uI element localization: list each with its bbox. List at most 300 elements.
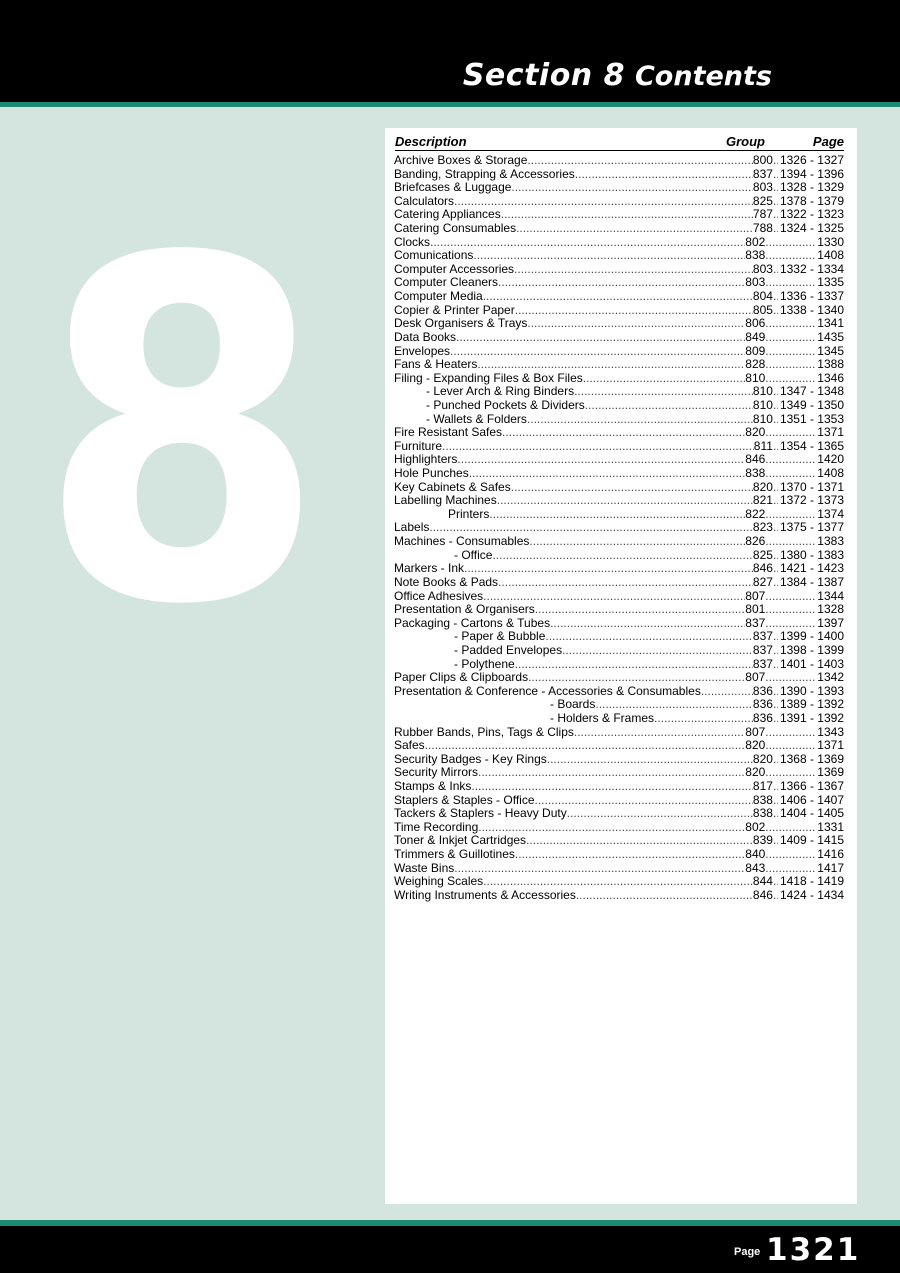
row-group: 846 — [752, 561, 773, 576]
row-page: 1408 — [817, 466, 844, 481]
row-page: 1389 - 1392 — [779, 697, 844, 712]
leader-dots — [765, 617, 815, 631]
row-group: 807 — [745, 670, 766, 685]
row-group: 800 — [752, 153, 773, 167]
row-group: 823 — [752, 520, 773, 535]
leader-dots — [492, 549, 752, 563]
contents-row — [394, 698, 844, 712]
leader-dots — [773, 263, 778, 277]
leader-dots — [773, 834, 778, 848]
row-group: 801 — [745, 602, 766, 617]
row-description: Hole Punches — [394, 467, 469, 481]
column-page: Page — [812, 134, 844, 149]
contents-row — [394, 685, 844, 699]
leader-dots — [514, 263, 753, 277]
row-description: Comunications — [394, 249, 474, 263]
leader-dots — [527, 154, 753, 168]
contents-row — [394, 590, 844, 604]
leader-dots — [773, 181, 778, 195]
row-page: 1344 — [817, 588, 844, 603]
row-description: Catering Consumables — [394, 222, 517, 236]
contents-row — [394, 862, 844, 876]
row-description: Key Cabinets & Safes — [394, 480, 511, 494]
row-page: 1326 - 1327 — [779, 153, 844, 167]
contents-row — [394, 671, 844, 685]
leader-dots — [515, 658, 753, 672]
row-description: Filing - Expanding Files & Box Files — [394, 371, 583, 385]
contents-row — [394, 780, 844, 794]
contents-row — [394, 549, 844, 563]
row-description: Paper Clips & Clipboards — [394, 671, 529, 685]
contents-row — [394, 712, 844, 726]
contents-row — [394, 739, 844, 753]
row-group: 846 — [745, 452, 766, 467]
row-group: 804 — [752, 289, 773, 304]
leader-dots — [773, 780, 778, 794]
row-group: 827 — [752, 574, 773, 589]
contents-row — [394, 331, 844, 345]
leader-dots — [773, 413, 778, 427]
leader-dots — [483, 875, 753, 889]
leader-dots — [473, 249, 745, 263]
row-description: - Lever Arch & Ring Binders — [426, 385, 575, 399]
row-page: 1421 - 1423 — [779, 561, 844, 576]
leader-dots — [450, 345, 745, 359]
contents-row — [394, 603, 844, 617]
section-title: Section 8 — [462, 58, 625, 93]
row-description: Computer Media — [394, 290, 483, 304]
leader-dots — [471, 780, 753, 794]
leader-dots — [765, 317, 815, 331]
row-description: Copier & Printer Paper — [394, 303, 515, 317]
row-group: 838 — [752, 792, 773, 807]
row-page: 1347 - 1348 — [779, 384, 844, 399]
row-group: 837 — [752, 166, 773, 181]
row-page: 1394 - 1396 — [779, 166, 844, 181]
row-group: 846 — [752, 887, 773, 902]
row-description: Waste Bins — [394, 861, 455, 875]
row-page: 1328 - 1329 — [779, 180, 844, 195]
leader-dots — [773, 753, 778, 767]
row-page: 1399 - 1400 — [779, 629, 844, 644]
row-page: 1330 — [817, 234, 844, 249]
row-group: 837 — [745, 615, 766, 630]
contents-row — [394, 848, 844, 862]
row-page: 1374 — [817, 506, 844, 521]
row-page: 1338 - 1340 — [779, 302, 844, 317]
leader-dots — [483, 590, 745, 604]
row-page: 1435 — [817, 329, 844, 344]
row-page: 1409 - 1415 — [779, 833, 844, 848]
leader-dots — [547, 753, 753, 767]
leader-dots — [765, 276, 815, 290]
leader-dots — [498, 576, 753, 590]
leader-dots — [773, 576, 778, 590]
row-group: 803 — [752, 261, 773, 276]
contents-row — [394, 440, 844, 454]
contents-row — [394, 875, 844, 889]
contents-row — [394, 385, 844, 399]
leader-dots — [478, 766, 745, 780]
leader-dots — [765, 726, 815, 740]
leader-dots — [562, 644, 753, 658]
contents-row — [394, 535, 844, 549]
contents-title: Contents — [634, 61, 772, 92]
leader-dots — [765, 821, 815, 835]
leader-dots — [583, 372, 746, 386]
contents-row — [394, 181, 844, 195]
row-group: 825 — [752, 547, 773, 562]
row-group: 817 — [752, 779, 773, 794]
row-page: 1332 - 1334 — [779, 261, 844, 276]
leader-dots — [765, 739, 815, 753]
row-group: 806 — [745, 316, 766, 331]
leader-dots — [765, 249, 815, 263]
row-group: 807 — [745, 588, 766, 603]
leader-dots — [456, 331, 745, 345]
contents-row — [394, 753, 844, 767]
leader-dots — [425, 739, 746, 753]
leader-dots — [765, 671, 815, 685]
contents-row — [394, 630, 844, 644]
leader-dots — [595, 698, 753, 712]
row-group: 820 — [745, 425, 766, 440]
row-page: 1371 — [817, 738, 844, 753]
contents-row — [394, 249, 844, 263]
leader-dots — [765, 603, 815, 617]
row-page: 1369 — [817, 765, 844, 780]
row-page: 1349 - 1350 — [779, 397, 844, 412]
contents-row — [394, 467, 844, 481]
contents-row — [394, 208, 844, 222]
row-page: 1331 — [817, 819, 844, 834]
leader-dots — [576, 889, 753, 903]
contents-row — [394, 372, 844, 386]
row-description: Computer Cleaners — [394, 276, 499, 290]
leader-dots — [454, 195, 753, 209]
row-description: Data Books — [394, 330, 457, 344]
row-page: 1370 - 1371 — [779, 479, 844, 494]
leader-dots — [773, 168, 778, 182]
row-group: 828 — [745, 357, 766, 372]
row-description: Printers — [448, 507, 490, 521]
leader-dots — [765, 453, 815, 467]
row-group: 811 — [753, 438, 773, 453]
page-number: 1321 — [766, 1232, 861, 1268]
row-group: 837 — [752, 629, 773, 644]
contents-row — [394, 168, 844, 182]
row-page: 1366 - 1367 — [779, 779, 844, 794]
leader-dots — [498, 276, 745, 290]
leader-dots — [773, 712, 778, 726]
leader-dots — [773, 630, 778, 644]
contents-row — [394, 726, 844, 740]
row-page: 1401 - 1403 — [779, 656, 844, 671]
leader-dots — [773, 562, 778, 576]
row-group: 803 — [745, 275, 766, 290]
page-title — [463, 58, 772, 93]
row-group: 809 — [745, 343, 766, 358]
leader-dots — [773, 658, 778, 672]
row-description: Trimmers & Guillotines — [394, 848, 515, 862]
row-group: 839 — [752, 833, 773, 848]
contents-row — [394, 807, 844, 821]
row-page: 1418 - 1419 — [779, 874, 844, 889]
leader-dots — [501, 208, 753, 222]
leader-dots — [511, 481, 753, 495]
row-page: 1341 — [817, 316, 844, 331]
row-page: 1324 - 1325 — [779, 221, 844, 236]
leader-dots — [469, 467, 746, 481]
row-group: 822 — [745, 506, 766, 521]
leader-dots — [773, 222, 778, 236]
contents-row — [394, 644, 844, 658]
leader-dots — [535, 794, 753, 808]
row-page: 1420 — [817, 452, 844, 467]
row-page: 1398 - 1399 — [779, 642, 844, 657]
row-group: 843 — [745, 860, 766, 875]
leader-dots — [585, 399, 753, 413]
leader-dots — [773, 195, 778, 209]
contents-row — [394, 521, 844, 535]
row-group: 837 — [752, 656, 773, 671]
row-page: 1388 — [817, 357, 844, 372]
leader-dots — [773, 385, 778, 399]
contents-row — [394, 413, 844, 427]
leader-dots — [765, 766, 815, 780]
row-page: 1384 - 1387 — [779, 574, 844, 589]
contents-row — [394, 889, 844, 903]
row-page: 1345 — [817, 343, 844, 358]
row-description: - Padded Envelopes — [454, 643, 563, 657]
column-description: Description — [395, 134, 467, 149]
contents-row — [394, 821, 844, 835]
leader-dots — [454, 862, 745, 876]
row-page: 1397 — [817, 615, 844, 630]
row-page: 1372 - 1373 — [779, 493, 844, 508]
leader-dots — [773, 494, 778, 508]
row-group: 837 — [752, 642, 773, 657]
row-group: 820 — [752, 479, 773, 494]
row-group: 821 — [752, 493, 773, 508]
leader-dots — [497, 494, 753, 508]
leader-dots — [526, 834, 753, 848]
leader-dots — [765, 372, 815, 386]
row-page: 1368 - 1369 — [779, 751, 844, 766]
row-description: Note Books & Pads — [394, 575, 499, 589]
contents-row — [394, 304, 844, 318]
contents-row — [394, 794, 844, 808]
contents-row — [394, 345, 844, 359]
row-description: Presentation & Conference - Accessories & Consumables — [394, 684, 701, 698]
leader-dots — [516, 222, 753, 236]
contents-row — [394, 290, 844, 304]
leader-dots — [773, 440, 778, 454]
leader-dots — [773, 549, 778, 563]
row-group: 820 — [745, 765, 766, 780]
row-description: Presentation & Organisers — [394, 603, 535, 617]
row-description: Labelling Machines — [394, 494, 497, 508]
contents-row — [394, 834, 844, 848]
row-description: Catering Appliances — [394, 208, 501, 222]
row-group: 805 — [752, 302, 773, 317]
contents-row — [394, 263, 844, 277]
leader-dots — [773, 399, 778, 413]
row-description: - Wallets & Folders — [426, 412, 527, 426]
leader-dots — [654, 712, 753, 726]
leader-dots — [773, 807, 778, 821]
row-description: Toner & Inkjet Cartridges — [394, 834, 527, 848]
row-description: Time Recording — [394, 820, 479, 834]
leader-dots — [550, 617, 745, 631]
contents-row — [394, 481, 844, 495]
leader-dots — [430, 236, 745, 250]
leader-dots — [773, 889, 778, 903]
row-description: Highlighters — [394, 453, 458, 467]
row-group: 788 — [752, 221, 773, 236]
leader-dots — [765, 535, 815, 549]
leader-dots — [489, 508, 745, 522]
table-header — [395, 134, 844, 151]
row-page: 1380 - 1383 — [779, 547, 844, 562]
row-description: Security Badges - Key Rings — [394, 752, 547, 766]
row-group: 840 — [745, 847, 766, 862]
row-group: 787 — [752, 207, 773, 222]
contents-row — [394, 195, 844, 209]
leader-dots — [773, 208, 778, 222]
row-group: 810 — [745, 370, 766, 385]
row-group: 836 — [752, 710, 773, 725]
leader-dots — [502, 426, 745, 440]
column-group: Group — [726, 134, 765, 149]
leader-dots — [575, 168, 753, 182]
leader-dots — [574, 385, 753, 399]
row-group: 802 — [745, 234, 766, 249]
leader-dots — [527, 317, 745, 331]
leader-dots — [545, 630, 753, 644]
leader-dots — [528, 671, 745, 685]
row-group: 849 — [745, 329, 766, 344]
contents-row — [394, 617, 844, 631]
section-number-graphic: 8 — [38, 160, 326, 707]
row-page: 1417 — [817, 860, 844, 875]
contents-panel — [385, 128, 857, 1204]
row-page: 1408 — [817, 248, 844, 263]
contents-row — [394, 276, 844, 290]
row-description: - Holders & Frames — [550, 711, 655, 725]
row-description: - Boards — [550, 698, 596, 712]
leader-dots — [511, 181, 752, 195]
contents-row — [394, 358, 844, 372]
row-description: Desk Organisers & Trays — [394, 317, 528, 331]
row-page: 1371 — [817, 425, 844, 440]
row-group: 836 — [752, 697, 773, 712]
row-description: Staplers & Staples - Office — [394, 793, 535, 807]
leader-dots — [773, 290, 778, 304]
row-page: 1342 — [817, 670, 844, 685]
contents-row — [394, 317, 844, 331]
leader-dots — [765, 467, 815, 481]
leader-dots — [457, 453, 745, 467]
leader-dots — [773, 644, 778, 658]
row-group: 810 — [752, 384, 773, 399]
row-description: Security Mirrors — [394, 766, 479, 780]
row-page: 1354 - 1365 — [779, 438, 844, 453]
row-description: Computer Accessories — [394, 262, 515, 276]
row-description: Banding, Strapping & Accessories — [394, 167, 575, 181]
contents-list — [394, 154, 844, 903]
row-group: 807 — [745, 724, 766, 739]
row-description: Envelopes — [394, 344, 451, 358]
contents-row — [394, 236, 844, 250]
row-page: 1322 - 1323 — [779, 207, 844, 222]
row-page: 1378 - 1379 — [779, 193, 844, 208]
leader-dots — [765, 590, 815, 604]
row-group: 838 — [745, 248, 766, 263]
row-group: 820 — [752, 751, 773, 766]
leader-dots — [535, 603, 746, 617]
row-description: Furniture — [394, 439, 443, 453]
row-page: 1390 - 1393 — [779, 683, 844, 698]
leader-dots — [765, 358, 815, 372]
leader-dots — [773, 794, 778, 808]
row-page: 1391 - 1392 — [779, 710, 844, 725]
row-page: 1375 - 1377 — [779, 520, 844, 535]
row-group: 844 — [752, 874, 773, 889]
row-description: Rubber Bands, Pins, Tags & Clips — [394, 725, 574, 739]
leader-dots — [765, 345, 815, 359]
row-description: Tackers & Staplers - Heavy Duty — [394, 807, 567, 821]
row-description: Stamps & Inks — [394, 780, 472, 794]
leader-dots — [527, 413, 753, 427]
leader-dots — [429, 521, 753, 535]
row-description: Fans & Heaters — [394, 358, 478, 372]
leader-dots — [765, 508, 815, 522]
row-description: - Paper & Bubble — [454, 630, 546, 644]
contents-row — [394, 562, 844, 576]
row-page: 1351 - 1353 — [779, 411, 844, 426]
row-description: Markers - Ink — [394, 562, 465, 576]
leader-dots — [529, 535, 745, 549]
contents-row — [394, 658, 844, 672]
contents-row — [394, 222, 844, 236]
row-group: 836 — [752, 683, 773, 698]
row-description: Briefcases & Luggage — [394, 181, 512, 195]
row-description: Archive Boxes & Storage — [394, 154, 528, 167]
leader-dots — [574, 726, 745, 740]
row-page: 1335 — [817, 275, 844, 290]
row-description: Weighing Scales — [394, 875, 484, 889]
leader-dots — [478, 821, 745, 835]
row-group: 838 — [752, 806, 773, 821]
leader-dots — [442, 440, 754, 454]
row-group: 803 — [752, 180, 773, 195]
row-group: 826 — [745, 534, 766, 549]
contents-row — [394, 576, 844, 590]
row-page: 1406 - 1407 — [779, 792, 844, 807]
row-group: 810 — [752, 397, 773, 412]
leader-dots — [765, 426, 815, 440]
leader-dots — [773, 875, 778, 889]
leader-dots — [515, 304, 753, 318]
row-group: 802 — [745, 819, 766, 834]
row-page: 1336 - 1337 — [779, 289, 844, 304]
leader-dots — [773, 304, 778, 318]
leader-dots — [773, 154, 778, 168]
row-description: - Polythene — [454, 657, 515, 671]
row-description: - Office — [454, 548, 493, 562]
row-description: Machines - Consumables — [394, 535, 530, 549]
